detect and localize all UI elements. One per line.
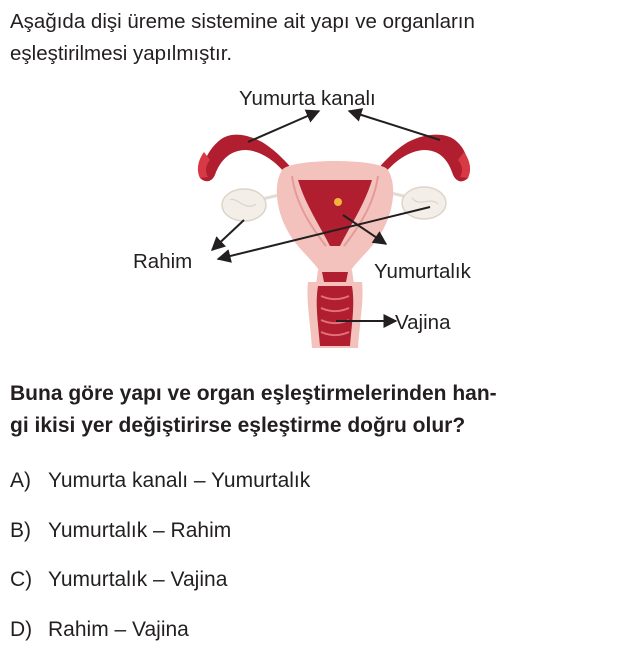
label-rahim: Rahim	[133, 250, 192, 273]
question-text	[10, 378, 625, 442]
option-key: B)	[10, 516, 48, 546]
intro-line-2: eşleştirilmesi yapılmıştır.	[10, 38, 625, 70]
answer-options	[10, 466, 310, 664]
option-a[interactable]	[10, 466, 310, 516]
arrow-to-label-rahim-from-ovary	[212, 220, 244, 250]
option-text: Yumurtalık – Vajina	[48, 568, 227, 591]
arrow-to-label-yumurta-kanali-left	[248, 111, 319, 142]
arrow-to-label-yumurta-kanali-right	[349, 111, 440, 140]
option-key: D)	[10, 615, 48, 645]
label-vajina: Vajina	[395, 311, 451, 334]
option-text: Rahim – Vajina	[48, 618, 189, 641]
option-c[interactable]	[10, 565, 310, 615]
label-yumurta-kanali: Yumurta kanalı	[239, 87, 376, 110]
option-b[interactable]	[10, 516, 310, 566]
option-key: C)	[10, 565, 48, 595]
option-d[interactable]	[10, 615, 310, 664]
question-line-2: gi ikisi yer değiştirirse eşleştirme doğru olur?	[10, 410, 625, 442]
egg-cell	[334, 198, 342, 206]
label-yumurtalik: Yumurtalık	[374, 260, 472, 283]
option-text: Yumurta kanalı – Yumurtalık	[48, 469, 310, 492]
intro-line-1: Aşağıda dişi üreme sistemine ait yapı ve organların	[10, 6, 625, 38]
option-key: A)	[10, 466, 48, 496]
option-text: Yumurtalık – Rahim	[48, 519, 231, 542]
question-line-1: Buna göre yapı ve organ eşleştirmelerinden han-	[10, 378, 625, 410]
right-ovary	[402, 187, 446, 219]
